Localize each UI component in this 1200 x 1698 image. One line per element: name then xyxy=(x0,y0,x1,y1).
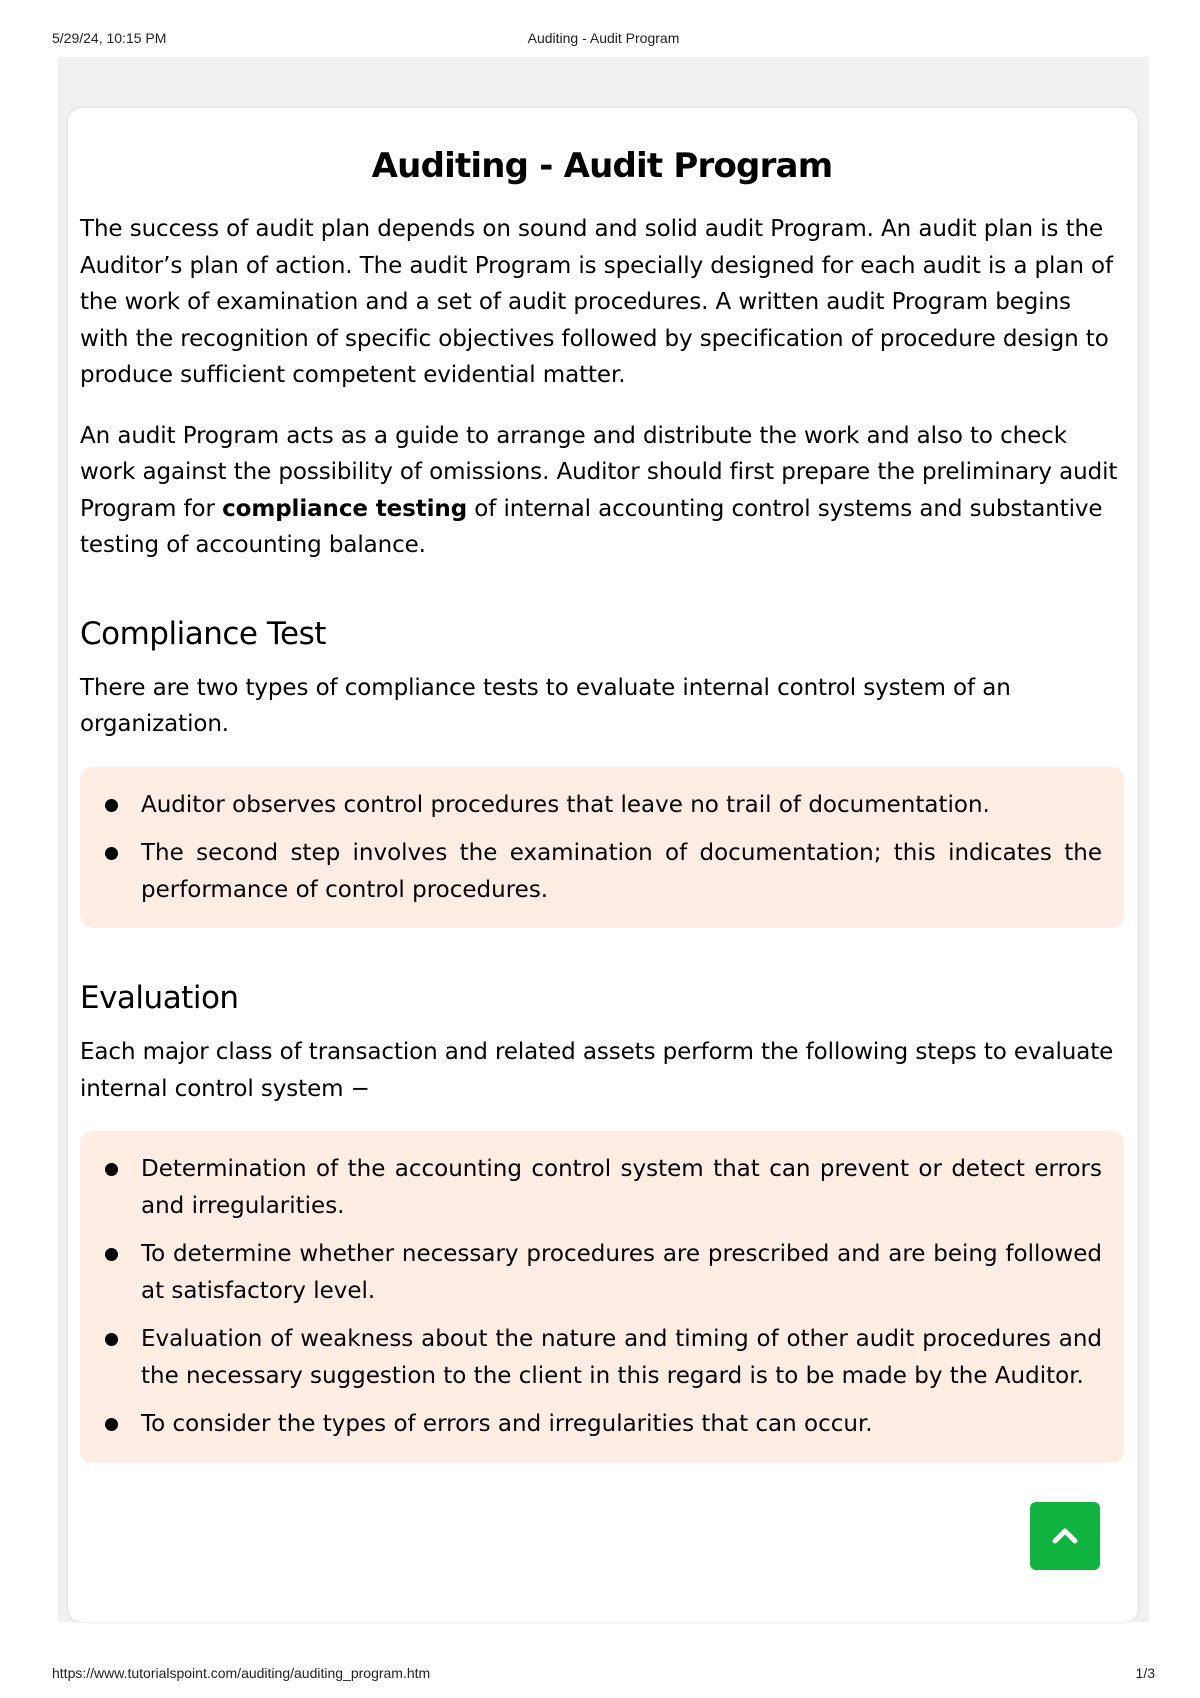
evaluation-paragraph: Each major class of transaction and related assets perform the following steps to evaluate internal control system − xyxy=(80,1039,1114,1102)
bullet-icon xyxy=(105,1418,118,1431)
compliance-test-list xyxy=(104,787,1102,909)
list-item-text: Evaluation of weakness about the nature and timing of other audit procedures and the necessary suggestion to the client in this regard is to be made by the Auditor. xyxy=(141,1326,1102,1389)
list-item xyxy=(104,1151,1102,1224)
list-item-text: To determine whether necessary procedures are prescribed and are being followed at satisfactory level. xyxy=(141,1241,1102,1304)
bullet-icon xyxy=(105,1163,118,1176)
list-item xyxy=(104,1321,1102,1394)
list-item xyxy=(104,1236,1102,1309)
compliance-test-list-box xyxy=(80,767,1124,929)
bullet-icon xyxy=(105,799,118,812)
list-item xyxy=(104,1406,1102,1443)
article-card xyxy=(68,108,1138,1622)
guide-paragraph-text-start: An audit Program acts as a guide to arrange and distribute the work and also to check work against the possibility of omissions. Auditor should first prepare the preliminary audit Program for xyxy=(80,422,1118,522)
bullet-icon xyxy=(105,1333,118,1346)
list-item xyxy=(104,835,1102,908)
print-footer xyxy=(52,1665,1155,1683)
list-item-text: To consider the types of errors and irregularities that can occur. xyxy=(141,1411,873,1437)
bullet-icon xyxy=(105,847,118,860)
print-page-title: Auditing - Audit Program xyxy=(527,30,680,46)
intro-paragraph: The success of audit plan depends on sound and solid audit Program. An audit plan is the Auditor’s plan of action. The audit Program is specially designed for each audit is a plan of the work of examination and a set of audit procedures. A written audit Program begins with the recognition of specific objectives followed by specification of procedure design to produce sufficient competent evidential matter. xyxy=(80,216,1114,388)
guide-paragraph xyxy=(80,418,1124,564)
list-item-text: Determination of the accounting control system that can prevent or detect errors and irregularities. xyxy=(141,1156,1102,1219)
page-number: 1/3 xyxy=(1135,1665,1155,1681)
page-title: Auditing - Audit Program xyxy=(371,146,833,186)
compliance-test-heading: Compliance Test xyxy=(80,615,326,652)
evaluation-heading: Evaluation xyxy=(80,980,239,1016)
list-item-text: The second step involves the examination of documentation; this indicates the performance of control procedures. xyxy=(141,840,1102,903)
chevron-up-icon xyxy=(1051,1524,1079,1546)
guide-paragraph-text-end: of internal accounting control systems and substantive testing of accounting balance. xyxy=(80,495,1103,558)
print-header xyxy=(52,30,1155,48)
evaluation-list xyxy=(104,1151,1102,1443)
evaluation-list-box xyxy=(80,1131,1124,1463)
article-content xyxy=(80,144,1124,1463)
scroll-to-top-button[interactable] xyxy=(1030,1502,1100,1570)
list-item xyxy=(104,787,1102,824)
bullet-icon xyxy=(105,1248,118,1261)
list-item-text: Auditor observes control procedures that leave no trail of documentation. xyxy=(141,791,990,818)
compliance-testing-emphasis: compliance testing xyxy=(222,495,468,522)
page-url: https://www.tutorialspoint.com/auditing/auditing_program.htm xyxy=(52,1665,431,1681)
print-datetime: 5/29/24, 10:15 PM xyxy=(52,30,167,46)
compliance-test-paragraph: There are two types of compliance tests to evaluate internal control system of an organization. xyxy=(80,674,1011,737)
